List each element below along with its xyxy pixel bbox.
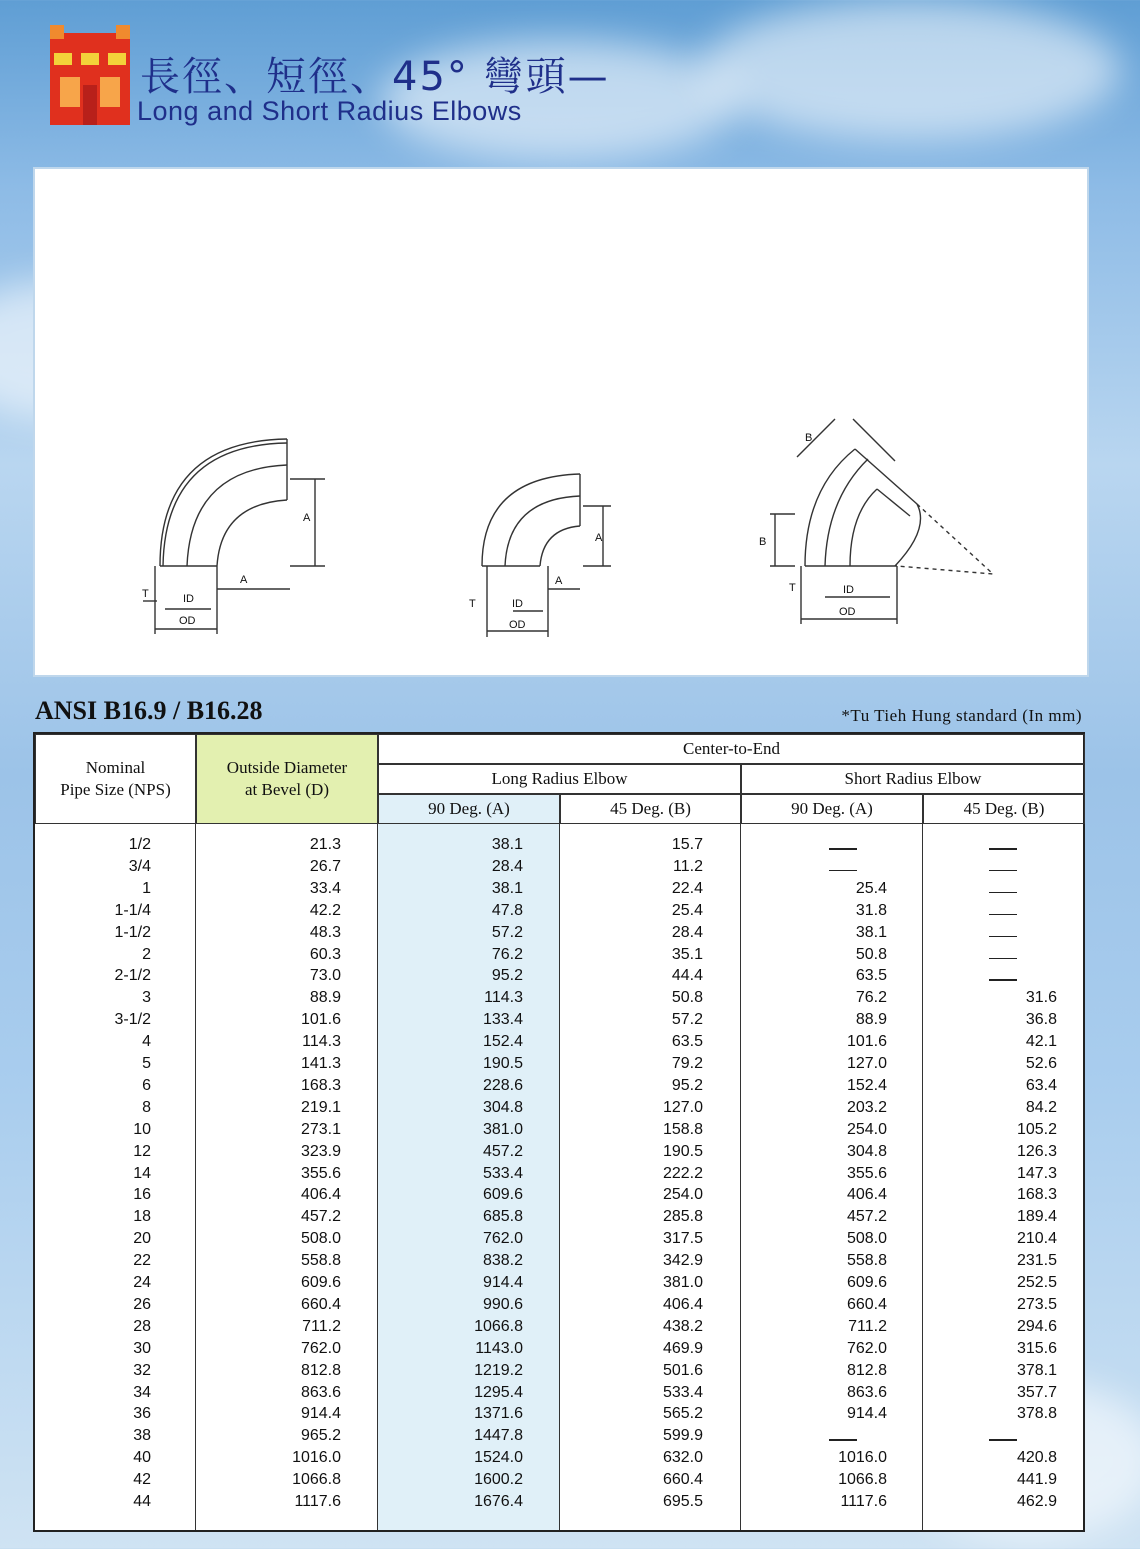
table-cell-sr45: 462.9 xyxy=(1016,1493,1057,1510)
table-cell-nps: 3 xyxy=(142,989,151,1007)
table-cell-lr45: 127.0 xyxy=(662,1098,703,1116)
table-cell-od: 508.0 xyxy=(300,1230,341,1248)
table-cell-sr90: 406.4 xyxy=(846,1186,887,1204)
table-cell-nps: 32 xyxy=(133,1361,151,1379)
column-lr-90 xyxy=(378,824,560,1530)
table-cell-sr90: 660.4 xyxy=(846,1295,887,1313)
table-cell-od: 101.6 xyxy=(300,1011,341,1029)
table-cell-od: 1016.0 xyxy=(292,1449,341,1467)
table-cell-nps: 3-1/2 xyxy=(114,1011,151,1029)
table-cell-nps: 1/2 xyxy=(128,836,151,853)
table-cell-lr90: 152.4 xyxy=(482,1033,523,1051)
table-cell-nps: 36 xyxy=(133,1405,151,1423)
table-cell-lr45: 342.9 xyxy=(662,1252,703,1270)
table-cell-lr45: 95.2 xyxy=(671,1076,703,1094)
table-cell-lr45: 565.2 xyxy=(662,1405,703,1423)
table-cell-nps: 20 xyxy=(133,1230,151,1248)
table-cell-lr90: 1066.8 xyxy=(474,1317,523,1335)
empty-value-dash xyxy=(989,870,1017,872)
table-cell-lr45: 79.2 xyxy=(671,1055,703,1072)
header-center-to-end: Center-to-End xyxy=(378,734,1085,764)
table-cell-nps: 4 xyxy=(142,1033,151,1051)
table-cell-sr45: 105.2 xyxy=(1016,1120,1057,1138)
45-elbow-label-id: ID xyxy=(843,584,854,596)
table-cell-lr90: 38.1 xyxy=(491,836,523,853)
table-cell-od: 219.1 xyxy=(300,1098,341,1116)
table-cell-od: 863.6 xyxy=(300,1383,341,1401)
table-cell-nps: 24 xyxy=(133,1274,151,1291)
table-cell-nps: 2 xyxy=(142,945,151,963)
table-cell-lr90: 1600.2 xyxy=(474,1471,523,1489)
table-cell-nps: 10 xyxy=(133,1120,151,1138)
header-sr-45: 45 Deg. (B) xyxy=(923,794,1085,824)
table-cell-od: 168.3 xyxy=(300,1076,341,1094)
header-lr-45: 45 Deg. (B) xyxy=(560,794,741,824)
units-note: *Tu Tieh Hung standard (In mm) xyxy=(841,706,1082,725)
long-elbow-label-od: OD xyxy=(179,615,196,627)
long-elbow-label-id: ID xyxy=(183,593,194,605)
table-cell-nps: 44 xyxy=(133,1493,151,1510)
table-cell-sr90: 101.6 xyxy=(846,1033,887,1051)
column-od xyxy=(196,824,378,1530)
long-elbow-label-a: A xyxy=(303,512,311,524)
table-cell-od: 609.6 xyxy=(300,1274,341,1291)
short-elbow-label-od: OD xyxy=(509,619,526,631)
table-cell-sr90: 304.8 xyxy=(846,1142,887,1160)
table-cell-sr45: 168.3 xyxy=(1016,1186,1057,1204)
table-cell-sr90: 711.2 xyxy=(848,1317,887,1335)
table-cell-sr90: 203.2 xyxy=(846,1098,887,1116)
table-cell-lr90: 47.8 xyxy=(491,901,523,919)
empty-value-dash xyxy=(989,892,1017,894)
table-cell-lr45: 11.2 xyxy=(673,857,703,875)
table-cell-sr45: 357.7 xyxy=(1016,1383,1057,1401)
table-cell-od: 141.3 xyxy=(300,1055,341,1072)
table-cell-sr45: 52.6 xyxy=(1025,1055,1057,1072)
table-cell-lr45: 15.7 xyxy=(671,836,703,853)
page-title-chinese: 長徑、短徑、45° 彎頭— xyxy=(140,54,610,100)
table-cell-nps: 12 xyxy=(133,1142,151,1160)
company-logo xyxy=(50,25,130,125)
table-cell-sr90: 31.8 xyxy=(855,901,887,919)
table-cell-lr45: 469.9 xyxy=(662,1339,703,1357)
table-cell-od: 114.3 xyxy=(302,1033,341,1051)
table-cell-sr90: 1066.8 xyxy=(838,1471,887,1489)
page-title-english: Long and Short Radius Elbows xyxy=(137,96,522,126)
short-radius-elbow-drawing xyxy=(482,474,611,637)
standard-title: ANSI B16.9 / B16.28 xyxy=(35,696,263,725)
table-cell-sr90: 88.9 xyxy=(855,1011,887,1029)
table-cell-od: 355.6 xyxy=(300,1164,341,1182)
table-cell-lr90: 457.2 xyxy=(482,1142,523,1160)
empty-value-dash xyxy=(989,1439,1017,1441)
short-elbow-label-id: ID xyxy=(512,598,523,610)
column-lr-45 xyxy=(560,824,741,1530)
table-cell-nps: 5 xyxy=(142,1055,151,1072)
table-cell-od: 914.4 xyxy=(300,1405,341,1423)
table-cell-od: 33.4 xyxy=(309,879,341,897)
table-cell-lr45: 381.0 xyxy=(662,1274,703,1291)
table-cell-od: 88.9 xyxy=(309,989,341,1007)
table-cell-nps: 28 xyxy=(133,1317,151,1335)
table-cell-lr90: 1524.0 xyxy=(474,1449,523,1467)
table-cell-sr90: 355.6 xyxy=(846,1164,887,1182)
header-outside-diameter: Outside Diameter at Bevel (D) xyxy=(196,734,378,824)
table-cell-nps: 40 xyxy=(133,1449,151,1467)
dimensions-table xyxy=(33,732,1085,1532)
table-cell-lr90: 304.8 xyxy=(482,1098,523,1116)
table-cell-sr90: 76.2 xyxy=(855,989,887,1007)
table-cell-sr90: 25.4 xyxy=(855,879,887,897)
table-cell-sr45: 84.2 xyxy=(1025,1098,1057,1116)
table-cell-od: 762.0 xyxy=(300,1339,341,1357)
table-cell-nps: 30 xyxy=(133,1339,151,1357)
table-cell-lr45: 158.8 xyxy=(662,1120,703,1138)
header-lr-90: 90 Deg. (A) xyxy=(378,794,560,824)
diagram-panel xyxy=(33,167,1089,677)
table-cell-lr90: 1371.6 xyxy=(474,1405,523,1423)
table-cell-nps: 2-1/2 xyxy=(114,967,151,985)
header-short-radius: Short Radius Elbow xyxy=(741,764,1085,794)
table-cell-od: 965.2 xyxy=(300,1427,341,1445)
table-cell-sr45: 294.6 xyxy=(1016,1317,1057,1335)
table-cell-sr45: 252.5 xyxy=(1016,1274,1057,1291)
table-cell-nps: 1-1/4 xyxy=(114,901,151,919)
table-cell-lr90: 1295.4 xyxy=(474,1383,523,1401)
table-cell-sr45: 189.4 xyxy=(1016,1208,1057,1226)
table-cell-sr45: 36.8 xyxy=(1025,1011,1057,1029)
table-cell-lr45: 35.1 xyxy=(671,945,703,963)
table-cell-sr45: 126.3 xyxy=(1016,1142,1057,1160)
table-cell-lr90: 914.4 xyxy=(482,1274,523,1291)
table-cell-nps: 3/4 xyxy=(128,857,151,875)
table-cell-lr90: 133.4 xyxy=(482,1011,523,1029)
table-cell-nps: 1 xyxy=(142,879,151,897)
45-degree-elbow-drawing xyxy=(770,419,993,624)
table-cell-lr45: 599.9 xyxy=(662,1427,703,1445)
table-cell-lr90: 95.2 xyxy=(491,967,523,985)
short-elbow-label-a-horizontal: A xyxy=(555,575,563,587)
table-cell-od: 42.2 xyxy=(309,901,341,919)
table-cell-sr90: 812.8 xyxy=(846,1361,887,1379)
table-cell-nps: 26 xyxy=(133,1295,151,1313)
table-cell-od: 660.4 xyxy=(300,1295,341,1313)
table-cell-od: 273.1 xyxy=(300,1120,341,1138)
short-elbow-label-a: A xyxy=(595,532,603,544)
table-cell-lr90: 28.4 xyxy=(491,857,523,875)
table-cell-lr90: 57.2 xyxy=(491,923,523,941)
cloud xyxy=(700,0,1120,140)
table-cell-lr90: 990.6 xyxy=(482,1295,523,1313)
table-cell-sr45: 378.8 xyxy=(1016,1405,1057,1423)
table-cell-nps: 1-1/2 xyxy=(114,923,151,941)
table-cell-sr90: 254.0 xyxy=(846,1120,887,1138)
column-sr-90 xyxy=(741,824,923,1530)
table-cell-sr45: 315.6 xyxy=(1016,1339,1057,1357)
table-cell-lr90: 228.6 xyxy=(482,1076,523,1094)
table-cell-lr45: 25.4 xyxy=(671,901,703,919)
empty-value-dash xyxy=(829,870,857,872)
table-cell-sr45: 231.5 xyxy=(1016,1252,1057,1270)
table-cell-lr45: 190.5 xyxy=(662,1142,703,1160)
empty-value-dash xyxy=(989,848,1017,850)
table-cell-od: 711.2 xyxy=(302,1317,341,1335)
table-cell-nps: 38 xyxy=(133,1427,151,1445)
45-elbow-label-t: T xyxy=(789,582,796,594)
table-cell-sr45: 378.1 xyxy=(1016,1361,1057,1379)
table-cell-od: 457.2 xyxy=(300,1208,341,1226)
table-cell-lr90: 762.0 xyxy=(482,1230,523,1248)
table-cell-lr45: 254.0 xyxy=(662,1186,703,1204)
45-elbow-label-od: OD xyxy=(839,606,856,618)
table-cell-nps: 22 xyxy=(133,1252,151,1270)
table-cell-lr45: 533.4 xyxy=(662,1383,703,1401)
table-cell-sr90: 863.6 xyxy=(846,1383,887,1401)
table-cell-lr45: 317.5 xyxy=(662,1230,703,1248)
table-cell-sr45: 31.6 xyxy=(1025,989,1057,1007)
table-cell-od: 21.3 xyxy=(309,836,341,853)
table-cell-lr45: 22.4 xyxy=(671,879,703,897)
table-cell-od: 48.3 xyxy=(309,923,341,941)
table-cell-lr90: 381.0 xyxy=(482,1120,523,1138)
table-cell-od: 1117.6 xyxy=(294,1493,341,1510)
table-cell-lr90: 1447.8 xyxy=(474,1427,523,1445)
table-cell-sr90: 63.5 xyxy=(855,967,887,985)
table-cell-lr45: 63.5 xyxy=(671,1033,703,1051)
table-cell-sr45: 420.8 xyxy=(1016,1449,1057,1467)
short-elbow-label-t: T xyxy=(469,598,476,610)
table-cell-lr45: 695.5 xyxy=(662,1493,703,1510)
table-cell-od: 558.8 xyxy=(300,1252,341,1270)
table-cell-sr90: 914.4 xyxy=(846,1405,887,1423)
empty-value-dash xyxy=(829,848,857,850)
table-cell-sr45: 210.4 xyxy=(1016,1230,1057,1248)
table-cell-sr45: 273.5 xyxy=(1016,1295,1057,1313)
header-long-radius: Long Radius Elbow xyxy=(378,764,741,794)
table-cell-od: 1066.8 xyxy=(292,1471,341,1489)
table-cell-sr45: 63.4 xyxy=(1025,1076,1057,1094)
table-cell-lr90: 1143.0 xyxy=(475,1339,523,1357)
table-cell-lr45: 406.4 xyxy=(662,1295,703,1313)
table-cell-lr45: 501.6 xyxy=(662,1361,703,1379)
table-cell-lr90: 838.2 xyxy=(482,1252,523,1270)
table-cell-nps: 16 xyxy=(133,1186,151,1204)
elbow-drawings xyxy=(35,169,1087,675)
table-cell-lr90: 38.1 xyxy=(491,879,523,897)
table-cell-sr45: 42.1 xyxy=(1025,1033,1057,1051)
table-cell-od: 73.0 xyxy=(309,967,341,985)
table-cell-sr90: 558.8 xyxy=(846,1252,887,1270)
table-cell-od: 812.8 xyxy=(300,1361,341,1379)
table-cell-lr45: 632.0 xyxy=(662,1449,703,1467)
empty-value-dash xyxy=(989,979,1017,981)
table-cell-od: 323.9 xyxy=(300,1142,341,1160)
table-cell-sr90: 50.8 xyxy=(855,945,887,963)
table-cell-nps: 18 xyxy=(133,1208,151,1226)
table-cell-lr90: 76.2 xyxy=(491,945,523,963)
table-cell-od: 406.4 xyxy=(300,1186,341,1204)
header-sr-90: 90 Deg. (A) xyxy=(741,794,923,824)
table-cell-sr90: 457.2 xyxy=(846,1208,887,1226)
table-cell-lr45: 660.4 xyxy=(662,1471,703,1489)
table-cell-lr45: 28.4 xyxy=(671,923,703,941)
table-cell-od: 26.7 xyxy=(309,857,341,875)
table-cell-lr90: 1219.2 xyxy=(474,1361,523,1379)
table-cell-lr45: 50.8 xyxy=(671,989,703,1007)
table-cell-sr45: 441.9 xyxy=(1016,1471,1057,1489)
table-cell-lr45: 222.2 xyxy=(662,1164,703,1182)
empty-value-dash xyxy=(829,1439,857,1441)
table-cell-sr90: 152.4 xyxy=(846,1076,887,1094)
table-cell-nps: 34 xyxy=(133,1383,151,1401)
table-cell-sr90: 762.0 xyxy=(846,1339,887,1357)
header-nps: Nominal Pipe Size (NPS) xyxy=(35,734,196,824)
column-sr-45 xyxy=(923,824,1085,1530)
table-cell-sr90: 1117.6 xyxy=(840,1493,887,1510)
long-elbow-label-a-horizontal: A xyxy=(240,574,248,586)
table-cell-sr90: 508.0 xyxy=(846,1230,887,1248)
empty-value-dash xyxy=(989,936,1017,938)
table-cell-sr90: 1016.0 xyxy=(838,1449,887,1467)
long-radius-elbow-drawing xyxy=(143,439,325,634)
table-cell-nps: 6 xyxy=(142,1076,151,1094)
table-cell-lr90: 685.8 xyxy=(482,1208,523,1226)
table-cell-lr45: 57.2 xyxy=(671,1011,703,1029)
table-cell-lr45: 44.4 xyxy=(671,967,703,985)
table-cell-od: 60.3 xyxy=(309,945,341,963)
empty-value-dash xyxy=(989,958,1017,960)
45-elbow-label-b-side: B xyxy=(759,536,767,548)
table-cell-sr90: 609.6 xyxy=(846,1274,887,1291)
table-cell-lr90: 1676.4 xyxy=(474,1493,523,1510)
table-cell-lr45: 285.8 xyxy=(662,1208,703,1226)
table-cell-nps: 8 xyxy=(142,1098,151,1116)
table-cell-sr90: 38.1 xyxy=(855,923,887,941)
table-cell-lr90: 190.5 xyxy=(482,1055,523,1072)
table-cell-nps: 42 xyxy=(133,1471,151,1489)
long-elbow-label-t: T xyxy=(142,588,149,600)
table-cell-lr90: 609.6 xyxy=(482,1186,523,1204)
table-cell-lr45: 438.2 xyxy=(662,1317,703,1335)
empty-value-dash xyxy=(989,914,1017,916)
table-cell-sr45: 147.3 xyxy=(1016,1164,1057,1182)
table-cell-sr90: 127.0 xyxy=(846,1055,887,1072)
table-cell-nps: 14 xyxy=(133,1164,151,1182)
45-elbow-label-b-top: B xyxy=(805,432,813,444)
table-cell-lr90: 533.4 xyxy=(482,1164,523,1182)
table-cell-lr90: 114.3 xyxy=(484,989,523,1007)
